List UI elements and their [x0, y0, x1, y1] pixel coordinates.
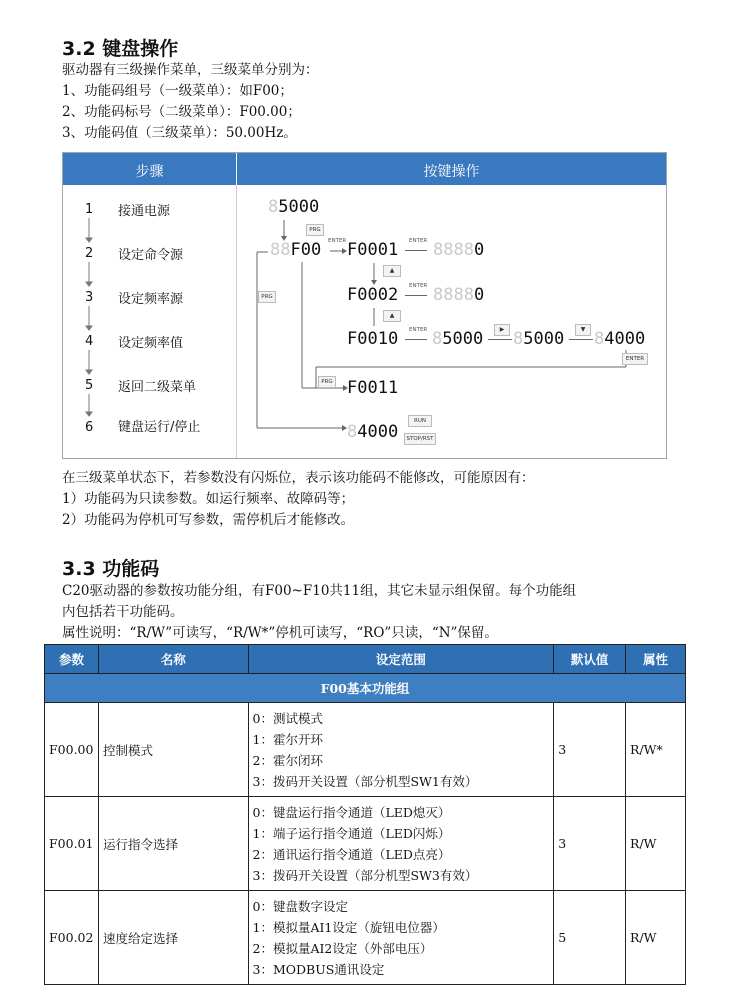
led-display: 88F00 — [270, 240, 322, 260]
led-display: 84000 — [594, 329, 646, 349]
paragraph-line: 1、功能码组号（一级菜单）：如F00； — [62, 83, 293, 99]
right-arrow-icon: ▶ — [494, 324, 510, 336]
range-cell — [248, 703, 554, 797]
led-display: F0011 — [347, 378, 399, 398]
up-arrow-icon: ▲ — [383, 265, 401, 277]
step-label: 设定命令源 — [118, 248, 184, 263]
paragraph-line: 内包括若干功能码。 — [62, 604, 184, 620]
table-header-row — [45, 645, 686, 674]
option-line: 0：键盘运行指令通道（LED熄灭） — [252, 804, 451, 820]
range-cell — [248, 797, 554, 891]
note-line: 1）功能码为只读参数。如运行频率、故障码等； — [62, 491, 355, 507]
column-header: 默认值 — [554, 645, 626, 674]
prg-key: PRG — [306, 224, 324, 236]
attr-cell: R/W* — [626, 703, 686, 797]
column-header: 设定范围 — [248, 645, 554, 674]
enter-key: ENTER — [409, 283, 428, 289]
up-arrow-icon: ▲ — [383, 310, 401, 322]
param-cell: F00.01 — [45, 797, 99, 891]
step-label: 设定频率值 — [118, 336, 184, 351]
paragraph-line: C20驱动器的参数按功能分组，有F00~F10共11组，其它未显示组保留。每个功能组 — [62, 583, 577, 599]
option-line: 1：模拟量AI1设定（旋钮电位器） — [252, 919, 445, 935]
column-header: 属性 — [626, 645, 686, 674]
group-title: F00基本功能组 — [45, 674, 686, 703]
option-line: 1：端子运行指令通道（LED闪烁） — [252, 825, 451, 841]
section-title-3-2: 3.2 键盘操作 — [62, 38, 179, 60]
option-line: 2：通讯运行指令通道（LED点亮） — [252, 846, 451, 862]
led-display: 85000 — [268, 197, 320, 217]
option-line: 3：拨码开关设置（部分机型SW1有效） — [252, 773, 478, 789]
led-display: F0010 — [347, 329, 399, 349]
led-display: F0001 — [347, 240, 399, 260]
led-display: F0002 — [347, 285, 399, 305]
name-cell: 速度给定选择 — [98, 891, 248, 985]
step-number: 6 — [85, 420, 94, 435]
step-label: 返回二级菜单 — [118, 380, 197, 395]
name-cell: 运行指令选择 — [98, 797, 248, 891]
paragraph-line: 属性说明：“R/W”可读写，“R/W*”停机可读写，“RO”只读，“N”保留。 — [62, 625, 498, 641]
step-label: 接通电源 — [118, 204, 171, 219]
step-number: 3 — [85, 290, 94, 305]
note-line: 2）功能码为停机可写参数，需停机后才能修改。 — [62, 512, 355, 528]
function-code-table — [44, 644, 686, 985]
step-number: 2 — [85, 246, 94, 261]
name-cell: 控制模式 — [98, 703, 248, 797]
group-row — [45, 674, 686, 703]
range-cell — [248, 891, 554, 985]
down-arrow-icon: ▼ — [575, 324, 591, 336]
option-line: 0：键盘数字设定 — [252, 898, 348, 914]
default-cell: 3 — [554, 703, 626, 797]
table-row — [45, 703, 686, 797]
led-display: 88880 — [433, 240, 485, 260]
step-number: 1 — [85, 202, 94, 217]
option-line: 3：拨码开关设置（部分机型SW3有效） — [252, 867, 478, 883]
prg-key: PRG — [318, 376, 336, 388]
prg-key: PRG — [258, 291, 276, 303]
led-display: 85000 — [432, 329, 484, 349]
table-row — [45, 797, 686, 891]
step-number: 4 — [85, 334, 94, 349]
attr-cell: R/W — [626, 891, 686, 985]
led-display: 84000 — [347, 422, 399, 442]
option-line: 2：霍尔闭环 — [252, 752, 323, 768]
enter-key: ENTER — [622, 353, 648, 365]
step-label: 键盘运行/停止 — [118, 420, 201, 435]
stop-reset-key: STOP/RST — [404, 433, 436, 445]
step-number: 5 — [85, 378, 94, 393]
attr-cell: R/W — [626, 797, 686, 891]
paragraph-line: 驱动器有三级操作菜单，三级菜单分别为： — [62, 62, 319, 78]
option-line: 0：测试模式 — [252, 710, 323, 726]
header-step: 步骤 — [135, 164, 164, 180]
table-row — [45, 891, 686, 985]
option-line: 2：模拟量AI2设定（外部电压） — [252, 940, 433, 956]
param-cell: F00.02 — [45, 891, 99, 985]
paragraph-line: 2、功能码标号（二级菜单）：F00.00； — [62, 104, 301, 120]
section-title-3-3: 3.3 功能码 — [62, 558, 160, 580]
enter-key: ENTER — [328, 238, 347, 244]
led-display: 88880 — [433, 285, 485, 305]
note-line: 在三级菜单状态下，若参数没有闪烁位，表示该功能码不能修改，可能原因有： — [62, 470, 535, 486]
header-key-operation: 按键操作 — [423, 164, 480, 180]
option-line: 3：MODBUS通讯设定 — [252, 961, 385, 977]
default-cell: 3 — [554, 797, 626, 891]
column-header: 名称 — [98, 645, 248, 674]
paragraph-line: 3、功能码值（三级菜单）：50.00Hz。 — [62, 125, 297, 141]
step-label: 设定频率源 — [118, 292, 184, 307]
led-display: 85000 — [513, 329, 565, 349]
option-line: 1：霍尔开环 — [252, 731, 323, 747]
param-cell: F00.00 — [45, 703, 99, 797]
run-key: RUN — [408, 415, 432, 427]
default-cell: 5 — [554, 891, 626, 985]
column-header: 参数 — [45, 645, 99, 674]
enter-key: ENTER — [409, 327, 428, 333]
enter-key: ENTER — [409, 238, 428, 244]
